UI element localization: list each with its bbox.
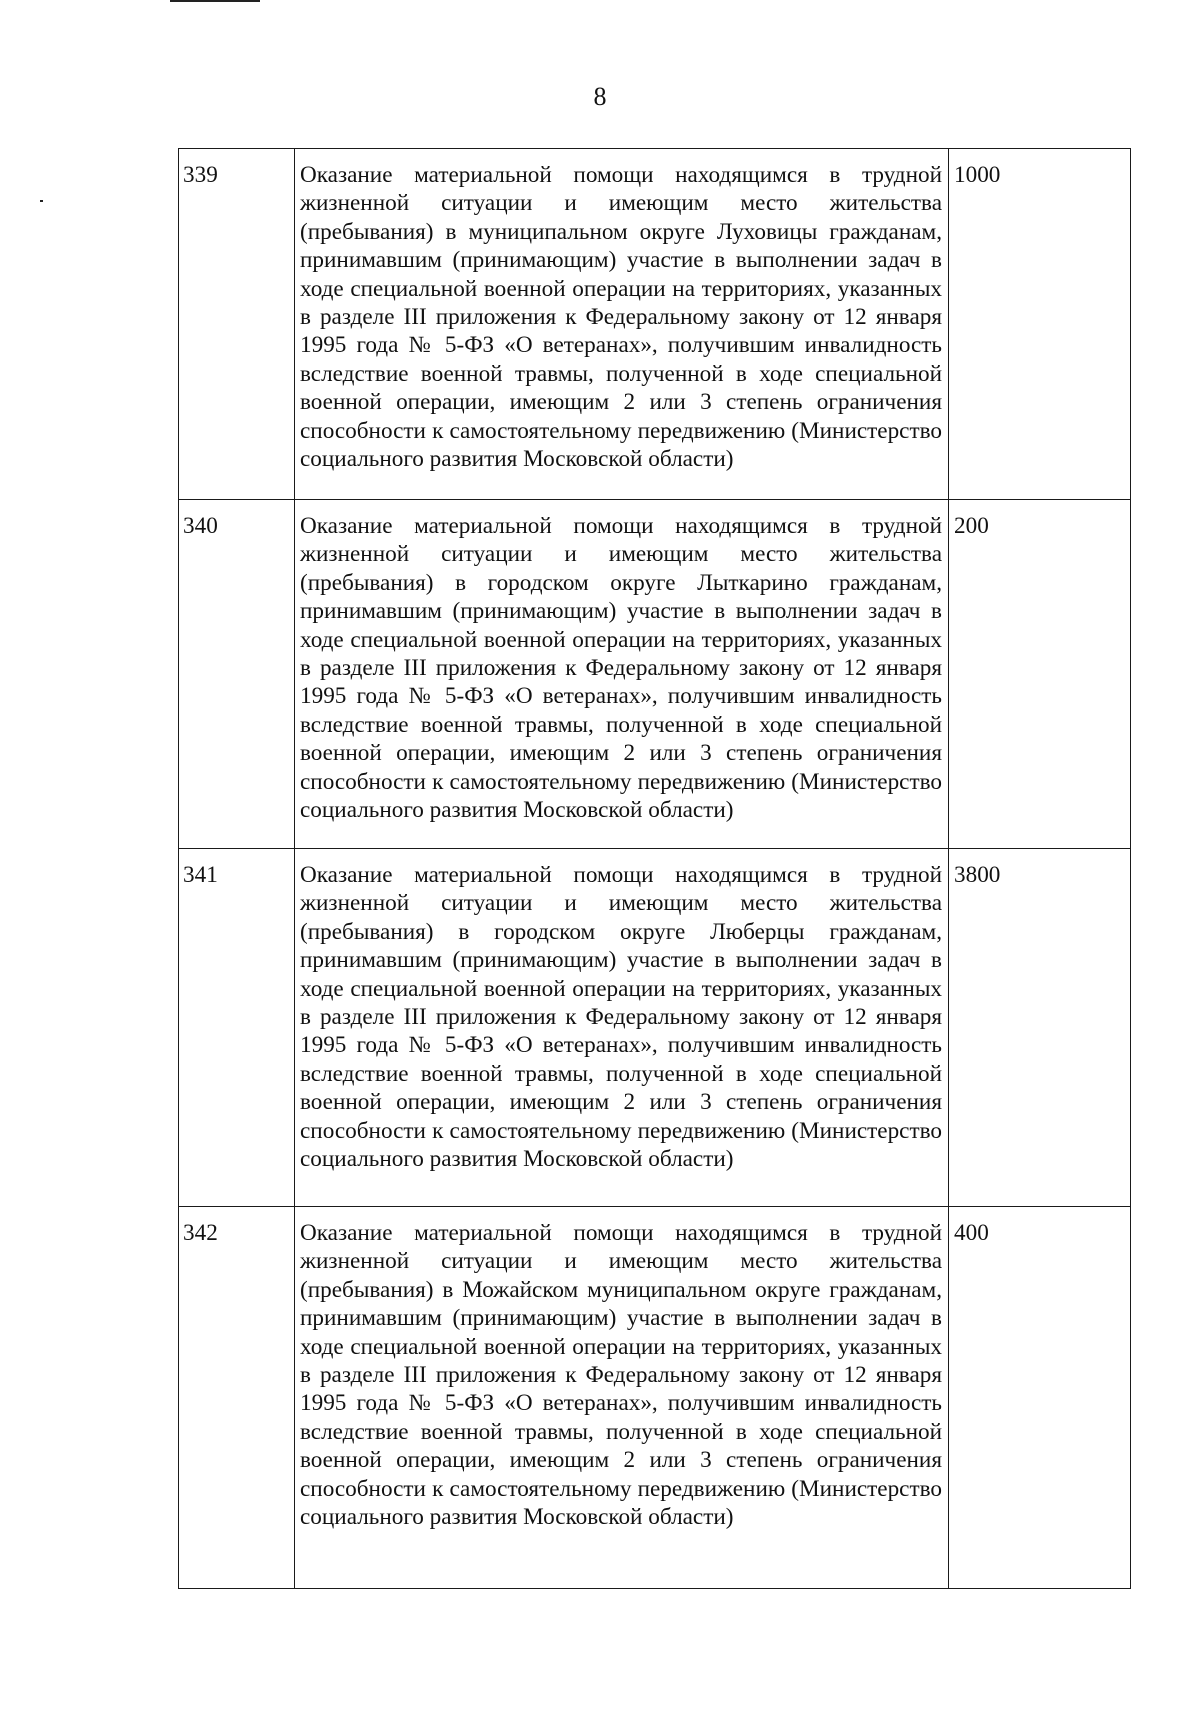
row-description: Оказание материальной помощи находящимся в трудной жизненной ситуации и имеющим место жительства (пребывания) в городском округе Люберцы гражданам, принимавшим (принимающим) участие в выполнении задач в ходе специальной военной операции на территориях, указанных в разделе III приложения к Федеральному закону от 12 января 1995 года № 5-ФЗ «О ветеранах», получившим инвалидность вследствие военной травмы, полученной в ходе специальной военной операции, имеющим 2 или 3 степень ограничения способности к самостоятельному передвижению (Министерство социального развития Московской области) [295,849,949,1207]
table-row [179,500,1131,849]
row-description: Оказание материальной помощи находящимся в трудной жизненной ситуации и имеющим место жительства (пребывания) в городском округе Лыткарино гражданам, принимавшим (принимающим) участие в выполнении задач в ходе специальной военной операции на территориях, указанных в разделе III приложения к Федеральному закону от 12 января 1995 года № 5-ФЗ «О ветеранах», получившим инвалидность вследствие военной травмы, полученной в ходе специальной военной операции, имеющим 2 или 3 степень ограничения способности к самостоятельному передвижению (Министерство социального развития Московской области) [295,500,949,849]
row-number: 341 [179,849,295,1207]
row-description: Оказание материальной помощи находящимся в трудной жизненной ситуации и имеющим место жительства (пребывания) в Можайском муниципальном округе гражданам, принимавшим (принимающим) участие в выполнении задач в ходе специальной военной операции на территориях, указанных в разделе III приложения к Федеральному закону от 12 января 1995 года № 5-ФЗ «О ветеранах», получившим инвалидность вследствие военной травмы, полученной в ходе специальной военной операции, имеющим 2 или 3 степень ограничения способности к самостоятельному передвижению (Министерство социального развития Московской области) [295,1207,949,1589]
table-row [179,849,1131,1207]
top-scan-mark [170,0,260,2]
row-number: 342 [179,1207,295,1589]
page-number: 8 [593,82,607,111]
row-amount: 400 [949,1207,1131,1589]
row-amount: 3800 [949,849,1131,1207]
row-amount: 1000 [949,149,1131,500]
row-description: Оказание материальной помощи находящимся в трудной жизненной ситуации и имеющим место жительства (пребывания) в муниципальном округе Луховицы гражданам, принимавшим (принимающим) участие в выполнении задач в ходе специальной военной операции на территориях, указанных в разделе III приложения к Федеральному закону от 12 января 1995 года № 5-ФЗ «О ветеранах», получившим инвалидность вследствие военной травмы, полученной в ходе специальной военной операции, имеющим 2 или 3 степень ограничения способности к самостоятельному передвижению (Министерство социального развития Московской области) [295,149,949,500]
row-number: 339 [179,149,295,500]
scan-dot [40,200,43,202]
row-number: 340 [179,500,295,849]
appropriations-table [178,148,1131,1589]
table-row [179,149,1131,500]
row-amount: 200 [949,500,1131,849]
table-row [179,1207,1131,1589]
